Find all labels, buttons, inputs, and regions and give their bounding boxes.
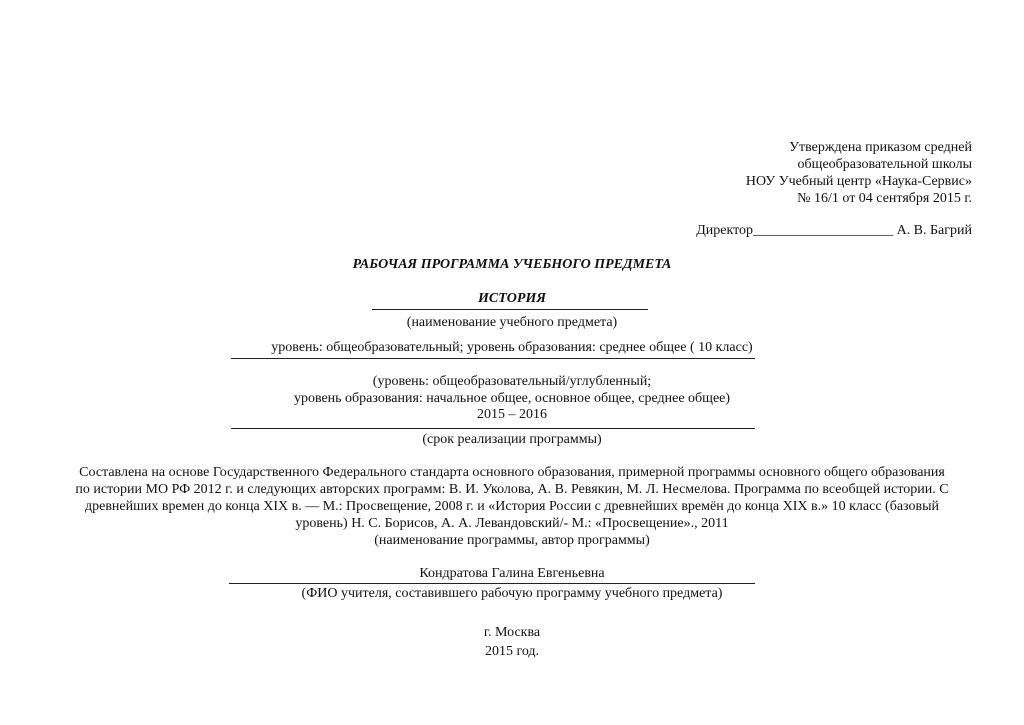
period-caption: (срок реализации программы) [422,432,602,447]
director-signature [696,222,972,239]
period-value: 2015 – 2016 [477,407,547,422]
teacher-caption: (ФИО учителя, составившего рабочую программу учебного предмета) [301,586,723,601]
subject-caption: (наименование учебного предмета) [406,315,618,330]
basis-line-3: древнейших времен до конца XIX в. — М.: Просвещение, 2008 г. и «История России с древнейших времён до конца XIX в.» 10 класс (базовый [84,499,939,514]
basis-line-1: Составлена на основе Государственного Федерального стандарта основного образования, примерной программы основного общего образования [79,465,945,480]
director-label: Директор [696,223,754,238]
document-title [0,256,1024,273]
subject-underline [372,309,648,310]
approval-line-2: общеобразовательной школы [797,157,972,172]
level-caption-line-2: уровень образования: начальное общее, основное общее, среднее общее) [293,391,731,406]
approval-line-4: № 16/1 от 04 сентября 2015 г. [797,191,972,206]
basis-line-4: уровень) Н. С. Борисов, А. А. Левандовский/- М.: «Просвещение»., 2011 [295,516,729,531]
footer-year: 2015 год. [484,644,540,659]
approval-line-1: Утверждена приказом средней [789,140,972,155]
footer-city: г. Москва [483,625,541,640]
basis-line-2: по истории МО РФ 2012 г. и следующих авторских программ: В. И. Уколова, А. В. Ревякин, М. Л. Несмелова. Программа по всеобщей истории. С [75,482,949,497]
director-signature-line: ____________________ [753,223,894,238]
approval-line-3: НОУ Учебный центр «Наука-Сервис» [745,174,972,189]
subject-name: ИСТОРИЯ [478,291,546,306]
level-caption-line-1: (уровень: общеобразовательный/углубленный; [372,374,652,389]
approval-block [746,139,972,207]
document-title-text: РАБОЧАЯ ПРОГРАММА УЧЕБНОГО ПРЕДМЕТА [352,257,672,272]
level-value: уровень: общеобразовательный; уровень образования: среднее общее ( 10 класс) [271,340,753,355]
director-name: А. В. Багрий [896,223,972,238]
teacher-name: Кондратова Галина Евгеньевна [419,566,605,581]
period-underline [231,428,755,429]
teacher-underline [229,583,755,584]
level-underline [231,358,755,359]
basis-caption: (наименование программы, автор программы) [374,533,650,548]
